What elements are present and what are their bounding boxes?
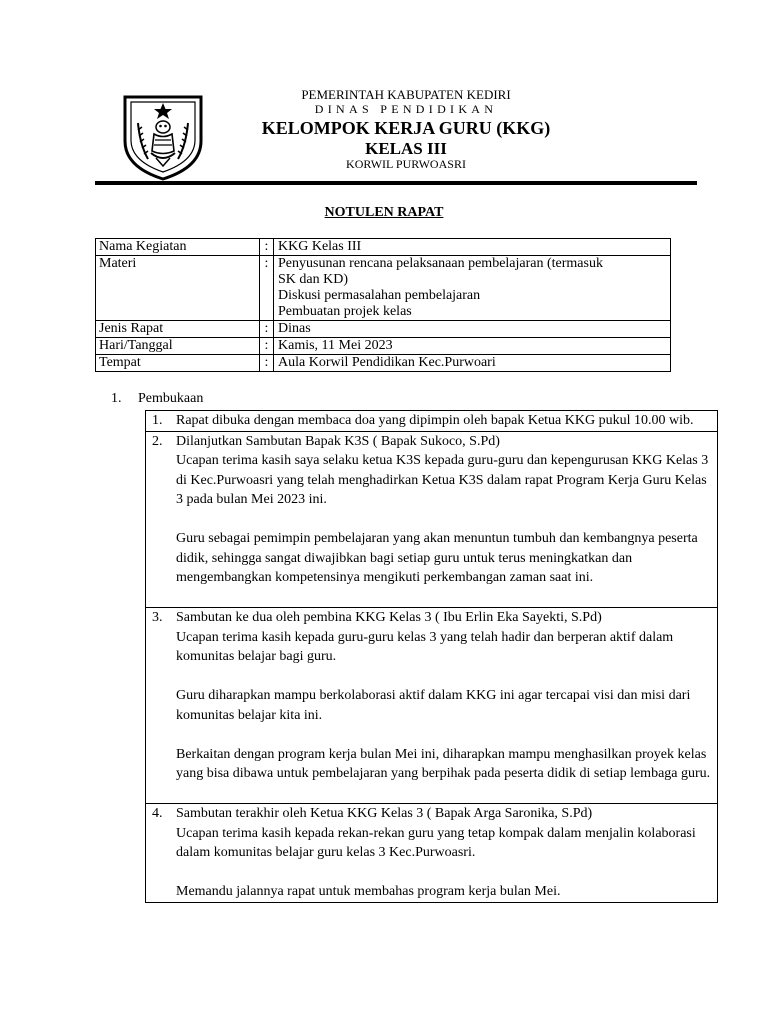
info-colon: :: [260, 256, 274, 321]
item-text: Sambutan ke dua oleh pembina KKG Kelas 3 ( Ibu Erlin Eka Sayekti, S.Pd): [176, 610, 602, 625]
header-government: PEMERINTAH KABUPATEN KEDIRI: [301, 87, 511, 102]
item-paragraph: [176, 432, 711, 510]
item-number: 1.: [152, 413, 163, 428]
info-row-nama-kegiatan: [96, 239, 671, 256]
info-colon: :: [260, 355, 274, 372]
info-row-jenis-rapat: [96, 321, 671, 338]
minutes-item-row: [146, 608, 718, 804]
kabupaten-kediri-emblem: [122, 93, 204, 181]
item-number: 3.: [152, 610, 163, 625]
info-value-line: Kamis, 11 Mei 2023: [278, 338, 393, 353]
item-text: Ucapan terima kasih kepada rekan-rekan guru yang tetap kompak dalam menjalin kolaborasi dalam komunitas belajar guru kelas 3 Kec.Purwoasri.: [176, 825, 696, 860]
info-row-materi: [96, 256, 671, 321]
minutes-item-cell: [146, 804, 718, 903]
info-value-line: Penyusunan rencana pelaksanaan pembelajaran (termasuk: [278, 256, 603, 271]
info-row-hari-tanggal: [96, 338, 671, 355]
meeting-info-table: [95, 238, 671, 372]
info-value-line: KKG Kelas III: [278, 239, 362, 254]
minutes-item-row: [146, 804, 718, 903]
item-text: Sambutan terakhir oleh Ketua KKG Kelas 3 ( Bapak Arga Saronika, S.Pd): [176, 806, 593, 821]
info-value-line: SK dan KD): [278, 272, 348, 287]
info-value: [274, 256, 671, 321]
section-number: 1.: [111, 391, 122, 406]
item-text: Dilanjutkan Sambutan Bapak K3S ( Bapak Sukoco, S.Pd): [176, 433, 500, 449]
document-title: NOTULEN RAPAT: [324, 205, 444, 220]
item-paragraph: [176, 608, 711, 667]
minutes-item-row: [146, 431, 718, 608]
info-value-line: Diskusi permasalahan pembelajaran: [278, 288, 481, 303]
info-colon: :: [260, 239, 274, 256]
info-colon: :: [260, 338, 274, 355]
header-class: KELAS III: [365, 139, 447, 158]
item-number: 4.: [152, 806, 163, 821]
item-paragraph: [176, 529, 711, 588]
info-value-line: Pembuatan projek kelas: [278, 304, 412, 319]
item-text: Ucapan terima kasih kepada guru-guru kelas 3 yang telah hadir dan berperan aktif dalam komunitas belajar bagi guru.: [176, 629, 674, 664]
info-value-line: Dinas: [278, 321, 311, 336]
info-label: Nama Kegiatan: [96, 239, 260, 256]
header-department: DINAS PENDIDIKAN: [314, 102, 498, 116]
minutes-item-cell: [146, 431, 718, 608]
info-value-line: Aula Korwil Pendidikan Kec.Purwoari: [278, 355, 496, 370]
minutes-item-row: [146, 411, 718, 432]
item-paragraph: [176, 745, 711, 784]
info-value: [274, 321, 671, 338]
item-text: Berkaitan dengan program kerja bulan Mei ini, diharapkan mampu menghasilkan proyek kelas yang bisa dibawa untuk pembelajaran yang berpihak pada peserta didik di setiap lembaga guru.: [176, 746, 711, 781]
info-colon: :: [260, 321, 274, 338]
info-row-tempat: [96, 355, 671, 372]
item-paragraph: [176, 411, 711, 431]
info-label: Jenis Rapat: [96, 321, 260, 338]
header-region: KORWIL PURWOASRI: [346, 157, 466, 171]
item-text: Rapat dibuka dengan membaca doa yang dipimpin oleh bapak Ketua KKG pukul 10.00 wib.: [176, 413, 694, 428]
info-label: Hari/Tanggal: [96, 338, 260, 355]
minutes-item-cell: [146, 608, 718, 804]
info-label: Materi: [96, 256, 260, 321]
info-value: [274, 239, 671, 256]
info-value: [274, 355, 671, 372]
minutes-item-cell: [146, 411, 718, 432]
item-text: Ucapan terima kasih saya selaku ketua K3S kepada guru-guru dan kepengurusan KKG Kelas 3 di Kec.Purwoasri yang telah menghadirkan Ketua K3S dalam rapat Program Kerja Guru Kelas 3 pada bulan Mei 2023 ini.: [176, 453, 709, 507]
info-value: [274, 338, 671, 355]
item-number: 2.: [152, 433, 163, 449]
minutes-items-table: [145, 410, 718, 903]
item-text: Memandu jalannya rapat untuk membahas program kerja bulan Mei.: [176, 884, 561, 899]
section-heading: [111, 391, 203, 407]
header-organization: KELOMPOK KERJA GURU (KKG): [261, 118, 551, 138]
letterhead-rule: [95, 181, 697, 185]
item-paragraph: [176, 804, 711, 863]
info-label: Tempat: [96, 355, 260, 372]
item-paragraph: [176, 882, 711, 902]
item-text: Guru sebagai pemimpin pembelajaran yang akan menuntun tumbuh dan kembangnya peserta didik, sehingga sangat diwajibkan bagi setiap guru untuk terus meningkatkan dan mengembangkan kompetensinya mengikuti perkembangan zaman saat ini.: [176, 531, 698, 585]
item-text: Guru diharapkan mampu berkolaborasi aktif dalam KKG ini agar tercapai visi dan misi dari komunitas belajar kita ini.: [176, 688, 691, 723]
item-paragraph: [176, 686, 711, 725]
section-title: Pembukaan: [138, 391, 204, 406]
